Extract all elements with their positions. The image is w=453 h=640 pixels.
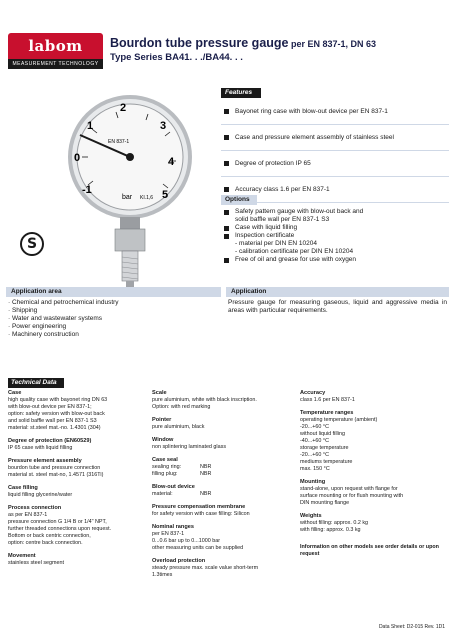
spec-line: -20...+60 °C (300, 452, 329, 458)
spec-heading: Degree of protection (EN60529) (8, 438, 92, 444)
application-text: Pressure gauge for measuring gaseous, liquid and aggressive media in areas with particular requirements. (228, 299, 447, 314)
spec-line: as per EN 837-1 (8, 512, 48, 518)
spec-line: -20...+60 °C (300, 424, 329, 430)
spec-line: pressure connection G 1/4 B or 1/4" NPT, (8, 519, 107, 525)
spec-heading: Case seal (152, 457, 178, 463)
tick-label: 0 (74, 152, 81, 164)
spec-line: non splintering laminated glass (152, 444, 227, 450)
spec-heading: Pressure compensation membrane (152, 504, 246, 510)
technical-column-2 (152, 390, 282, 579)
options-list (221, 208, 449, 264)
spec-line: DIN mounting flange (300, 500, 350, 506)
spec-heading: Pressure element assembly (8, 458, 82, 464)
spec-line: 1.3times (152, 572, 173, 578)
features-header: Features (221, 88, 261, 98)
tick-label: 3 (160, 120, 167, 132)
spec-line: steady pressure max. scale value short-term (152, 565, 259, 571)
spec-line: for safety version with case filling: Silicon (152, 511, 250, 517)
spec-line: option: safety version with blow-out back (8, 411, 105, 417)
tick-label: 4 (168, 156, 175, 168)
spec-line: liquid filling glycerine/water (8, 492, 73, 498)
list-item: Inspection certificate (221, 232, 449, 240)
spec-key-value: sealing ring: NBR (152, 464, 212, 470)
list-item: Case and pressure element assembly of stainless steel (221, 125, 449, 151)
spec-heading: Pointer (152, 417, 172, 423)
spec-heading: Blow-out device (152, 484, 195, 490)
spec-heading: Weights (300, 513, 322, 519)
data-sheet-footer: Data Sheet: D2-015 Rev. 1D1 (378, 624, 445, 630)
application-area-list (8, 299, 218, 339)
dial-class: KI.1,6 (140, 195, 154, 201)
list-item: Degree of protection IP 65 (221, 151, 449, 177)
spec-heading: Case filling (8, 485, 38, 491)
tick-label: 5 (162, 189, 169, 201)
logo-mark (8, 33, 103, 59)
list-item: · Water and wastewater systems (8, 315, 103, 322)
list-item: · Shipping (8, 307, 38, 314)
spec-line: Option: with red marking (152, 404, 211, 410)
list-item: Free of oil and grease for use with oxygen (221, 256, 449, 264)
spec-line: high quality case with bayonet ring DN 63 (8, 397, 108, 403)
spec-line: without liquid filling (300, 431, 345, 437)
spec-line: further threaded connections upon request. (8, 526, 112, 532)
spec-line: stainless steel segment (8, 560, 65, 566)
spec-line: class 1.6 per EN 837-1 (300, 397, 355, 403)
spec-line: max. 150 °C (300, 466, 330, 472)
features-list (221, 99, 449, 203)
title-suffix: per EN 837-1, DN 63 (288, 39, 377, 49)
tick-label: 2 (120, 102, 127, 114)
spec-heading: Process connection (8, 505, 62, 511)
list-item: Bayonet ring case with blow-out device per EN 837-1 (221, 99, 449, 125)
spec-line: and solid baffle wall per EN 837-1 S3 (8, 418, 97, 424)
title-main: Bourdon tube pressure gauge (110, 36, 289, 50)
tick-label: -1 (82, 184, 92, 196)
logo-tagline: MEASUREMENT TECHNOLOGY (8, 59, 103, 69)
application-area-header: Application area (6, 287, 221, 297)
list-item: Accuracy class 1.6 per EN 837-1 (221, 177, 449, 203)
page-title (110, 36, 376, 50)
dial-standard: EN 837-1 (108, 139, 130, 145)
spec-line: operating temperature (ambient) (300, 417, 378, 423)
technical-column-3 (300, 390, 448, 558)
gauge-illustration (60, 95, 210, 315)
spec-line: storage temperature (300, 445, 349, 451)
spec-line: pure aluminium, black (152, 424, 205, 430)
page-subtitle: Type Series BA41. . ./BA44. . . (110, 52, 243, 63)
spec-line: per EN 837-1 (152, 531, 185, 537)
spec-line: pure aluminium, white with black inscription. (152, 397, 257, 403)
list-item: · Power engineering (8, 323, 67, 330)
list-item: - calibration certificate per DIN EN 10204 (235, 248, 354, 255)
list-item: · Chemical and petrochemical industry (8, 299, 119, 306)
list-item: solid baffle wall per EN 837-1 S3 (235, 216, 330, 223)
spec-line: other measuring units can be supplied (152, 545, 244, 551)
spec-heading: Nominal ranges (152, 524, 194, 530)
spec-line: mediums temperature (300, 459, 353, 465)
spec-heading: Accuracy (300, 390, 326, 396)
safety-s-mark: S (20, 232, 44, 256)
application-header: Application (226, 287, 449, 297)
spec-line: material st. steel mat-no, 1.4571 (316Ti) (8, 472, 104, 478)
technical-column-1 (8, 390, 138, 567)
order-info-note: Information on other models see order details or upon request (300, 544, 439, 557)
technical-data-header: Technical Data (8, 378, 64, 388)
spec-heading: Mounting (300, 479, 326, 485)
spec-line: 0...0.6 bar up to 0...1000 bar (152, 538, 221, 544)
spec-line: material: st.steel mat.-no. 1.4301 (304) (8, 425, 101, 431)
spec-line: bourdon tube and pressure connection (8, 465, 101, 471)
spec-key-value: material: NBR (152, 491, 212, 497)
list-item: · Machinery construction (8, 331, 79, 338)
gauge-drawing (60, 95, 210, 315)
options-header: Options (221, 195, 257, 205)
tick-label: 1 (87, 120, 94, 132)
spec-line: option: centre back connection. (8, 540, 83, 546)
spec-heading: Case (8, 390, 22, 396)
dial-unit: bar (122, 194, 133, 201)
spec-heading: Scale (152, 390, 167, 396)
spec-heading: Temperature ranges (300, 410, 354, 416)
spec-line: surface mounting or for flush mounting with (300, 493, 404, 499)
spec-line: with blow-out device per EN 837-1; (8, 404, 92, 410)
spec-heading: Window (152, 437, 174, 443)
spec-line: Bottom or back centric connection, (8, 533, 91, 539)
spec-key-value: filling plug: NBR (152, 471, 212, 477)
company-logo (8, 33, 103, 69)
spec-line: with filling: approx. 0.3 kg (300, 527, 361, 533)
spec-line: IP 65 case with liquid filling (8, 445, 73, 451)
spec-line: -40...+60 °C (300, 438, 329, 444)
logo-word: labom (28, 37, 83, 55)
spec-line: without filling: approx. 0.2 kg (300, 520, 369, 526)
spec-line: stand-alone, upon request with flange for (300, 486, 398, 492)
list-item: - material per DIN EN 10204 (235, 240, 318, 247)
spec-heading: Overload protection (152, 558, 206, 564)
spec-heading: Movement (8, 553, 36, 559)
list-item: Case with liquid filling (221, 224, 449, 232)
list-item: Safety pattern gauge with blow-out back and (221, 208, 449, 216)
